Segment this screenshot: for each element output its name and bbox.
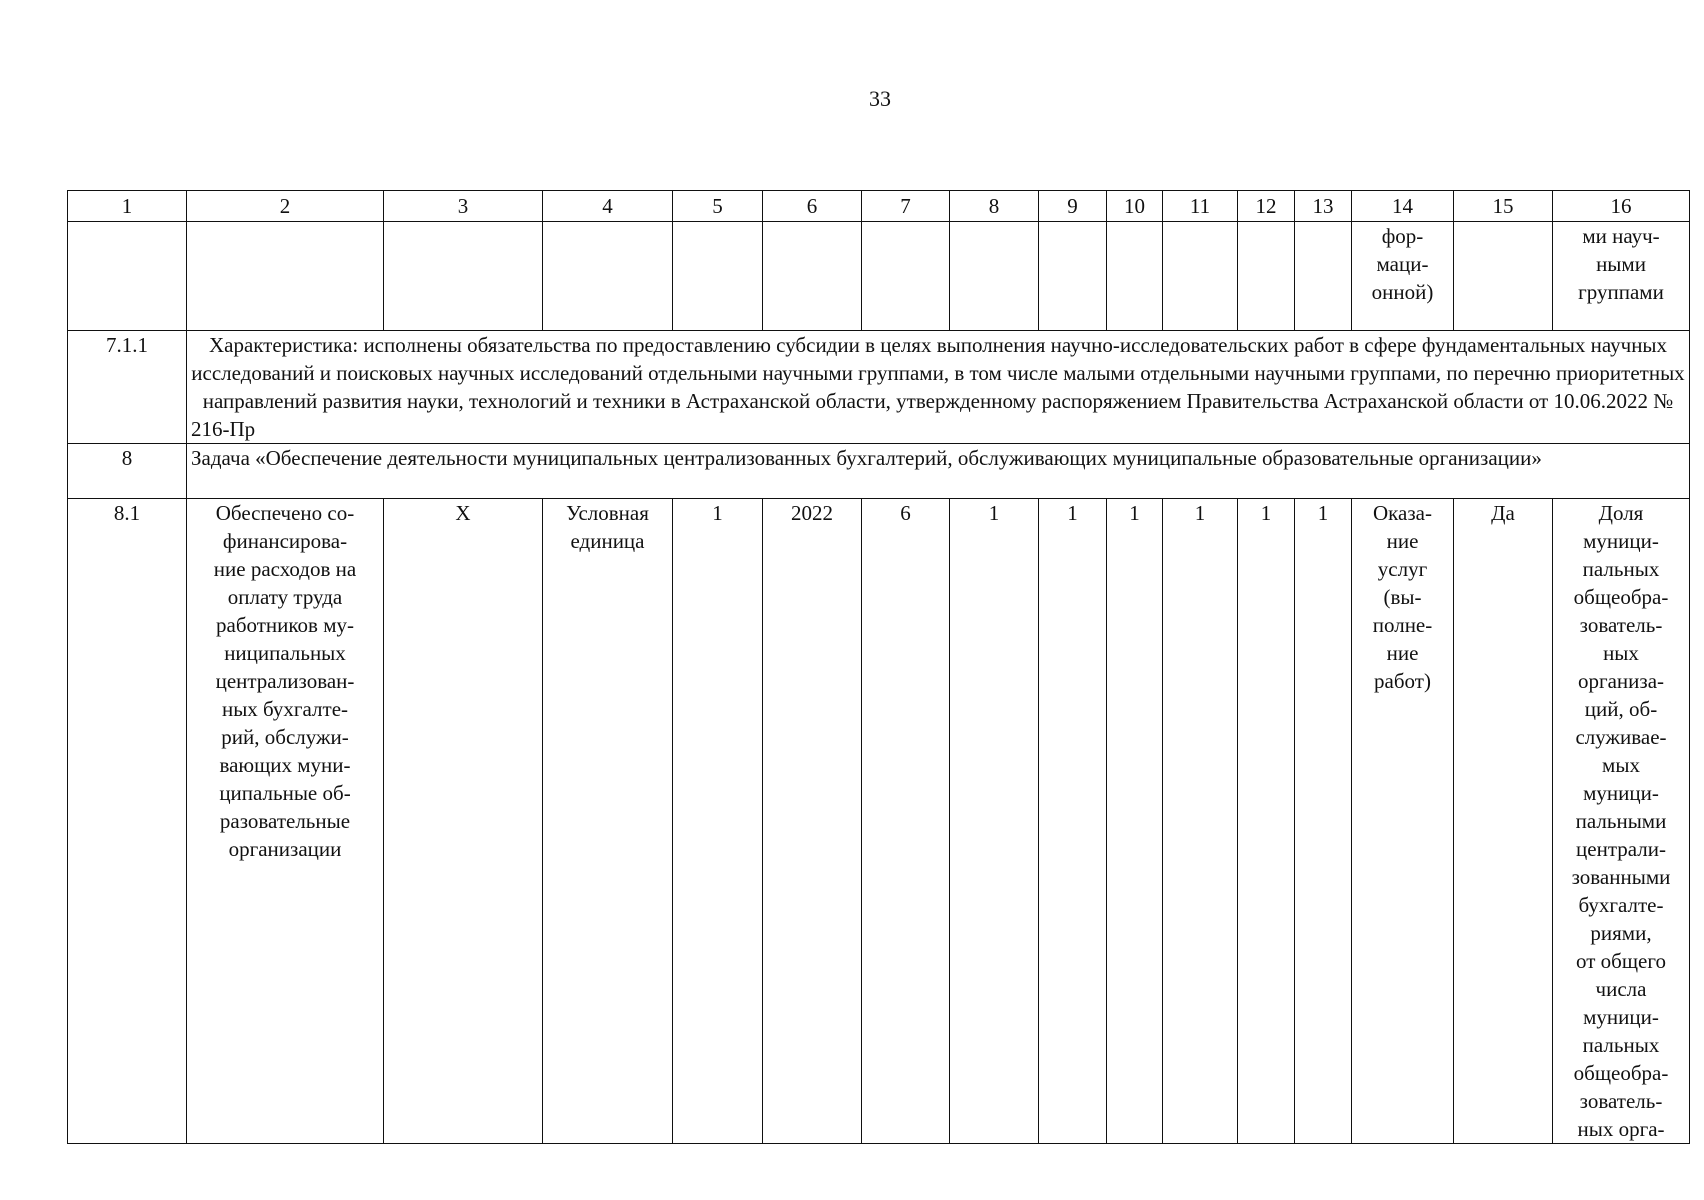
continuation-col16: ми науч- ными группами	[1553, 222, 1690, 331]
table-cell: 1	[1107, 499, 1163, 1144]
header-cell: 13	[1295, 191, 1352, 222]
year-cell: 2022	[763, 499, 862, 1144]
table-cell	[543, 222, 673, 331]
header-cell: 12	[1238, 191, 1295, 222]
continuation-col14: фор- маци- онной)	[1352, 222, 1454, 331]
result-type-cell: Оказа- ние услуг (вы- полне- ние работ)	[1352, 499, 1454, 1144]
table-cell: 1	[673, 499, 763, 1144]
table-cell	[673, 222, 763, 331]
header-cell: 4	[543, 191, 673, 222]
task-text: Задача «Обеспечение деятельности муниципальных централизованных бухгалтерий, обслуживающих муниципальные образовательные организации»	[187, 444, 1690, 499]
header-cell: 6	[763, 191, 862, 222]
row-number: 8	[68, 444, 187, 499]
header-cell: 11	[1163, 191, 1238, 222]
page-number: 33	[869, 86, 891, 111]
header-cell: 1	[68, 191, 187, 222]
header-cell: 15	[1454, 191, 1553, 222]
row-7-1-1	[68, 331, 1690, 444]
characteristic-text: Характеристика: исполнены обязательства по предоставлению субсидии в целях выполнения научно-исследовательских работ в сфере фундаментальных научных исследований и поисковых научных исследований отдельными научными группами, в том числе малыми отдельными научными группами, по перечню приоритетных направлений развития науки, технологий и техники в Астраханской области, утвержденному распоряжением Правительства Астраханской области от 10.06.2022 № 216-Пр	[187, 331, 1690, 444]
table-cell: 1	[1163, 499, 1238, 1144]
table-cell: 1	[1295, 499, 1352, 1144]
table-cell	[1295, 222, 1352, 331]
header-cell: 7	[862, 191, 950, 222]
header-cell: 5	[673, 191, 763, 222]
table-cell	[1454, 222, 1553, 331]
continuation-row	[68, 222, 1690, 331]
table-cell	[950, 222, 1039, 331]
indicators-table	[67, 190, 1690, 1144]
unit-cell: Условная единица	[543, 499, 673, 1144]
header-cell: 10	[1107, 191, 1163, 222]
table-cell	[763, 222, 862, 331]
table-cell	[1238, 222, 1295, 331]
header-cell: 2	[187, 191, 384, 222]
row-8	[68, 444, 1690, 499]
row-8-1	[68, 499, 1690, 1144]
result-name-cell: Обеспечено со- финансирова- ние расходов на оплату труда работников му- ниципальных централизован- ных бухгалте- рий, обслужи- вающих муни- ципальные об- разовательные организации	[187, 499, 384, 1144]
table-cell: Х	[384, 499, 543, 1144]
header-cell: 9	[1039, 191, 1107, 222]
indicator-cell: Доля муници- пальных общеобра- зователь- ных организа- ций, об- служивае- мых муници- пальными централи- зованными бухгалте- риями, от общего числа муници- пальных общеобра- зователь- ных орга-	[1553, 499, 1690, 1144]
table-cell	[1163, 222, 1238, 331]
table-cell	[187, 222, 384, 331]
header-row	[68, 191, 1690, 222]
header-cell: 14	[1352, 191, 1454, 222]
header-cell: 16	[1553, 191, 1690, 222]
row-number: 7.1.1	[68, 331, 187, 444]
table-cell	[862, 222, 950, 331]
header-cell: 3	[384, 191, 543, 222]
table-cell: 1	[1238, 499, 1295, 1144]
table-cell: 6	[862, 499, 950, 1144]
table-cell	[1107, 222, 1163, 331]
table-cell: Да	[1454, 499, 1553, 1144]
table-cell	[68, 222, 187, 331]
table-cell: 1	[950, 499, 1039, 1144]
table-cell	[384, 222, 543, 331]
row-number: 8.1	[68, 499, 187, 1144]
table-cell	[1039, 222, 1107, 331]
table-cell: 1	[1039, 499, 1107, 1144]
header-cell: 8	[950, 191, 1039, 222]
